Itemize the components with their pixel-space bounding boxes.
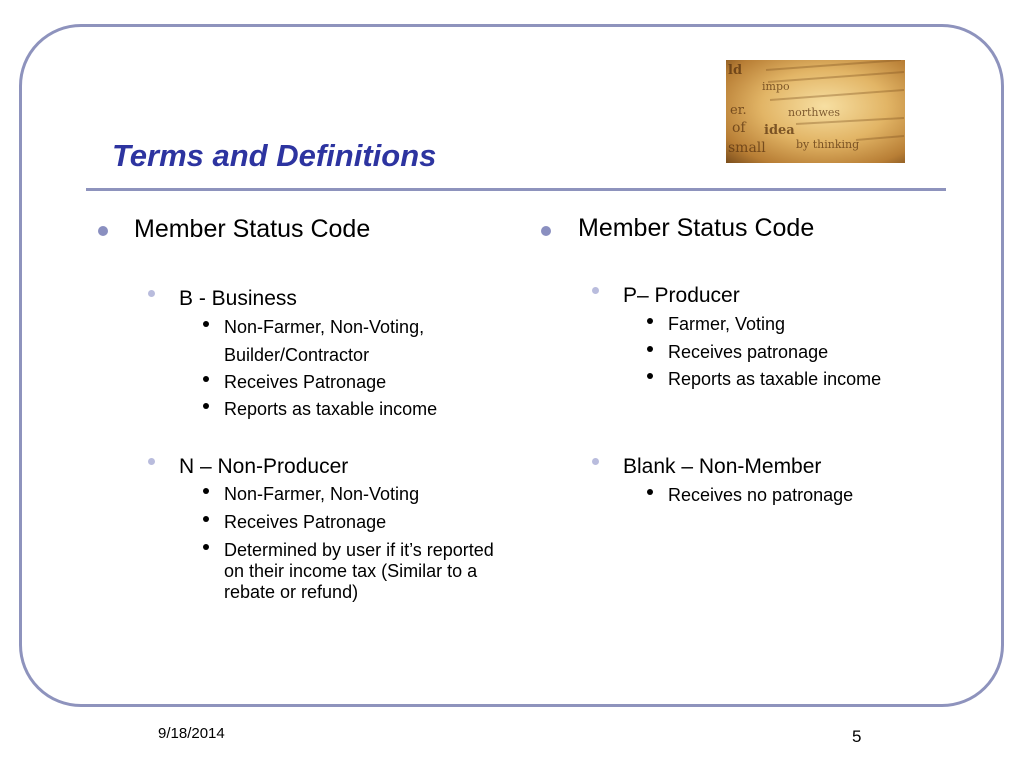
list-item: Reports as taxable income: [224, 399, 438, 419]
list-item: Non-Farmer, Non-Voting,: [224, 317, 425, 337]
dictionary-word: ld: [728, 63, 743, 78]
title-divider: [86, 188, 946, 191]
list-item: Reports as taxable income: [668, 369, 882, 389]
list-bullet-icon: [203, 403, 209, 409]
sub-bullet-icon: [148, 458, 155, 465]
dictionary-word: of: [732, 120, 746, 136]
dictionary-word: idea: [764, 123, 795, 138]
list-bullet-icon: [203, 376, 209, 382]
list-bullet-icon: [647, 318, 653, 324]
slide-title: Terms and Definitions: [112, 138, 437, 173]
list-bullet-icon: [203, 544, 209, 550]
list-bullet-icon: [203, 488, 209, 494]
dictionary-word: small: [728, 140, 766, 156]
slide-number: 5: [852, 727, 862, 746]
list-bullet-icon: [647, 346, 653, 352]
dictionary-page-icon: [726, 60, 905, 163]
list-item: Receives patronage: [668, 342, 829, 362]
list-item: Receives Patronage: [224, 512, 387, 532]
list-item: Builder/Contractor: [224, 345, 370, 365]
list-bullet-icon: [647, 489, 653, 495]
list-item: Receives no patronage: [668, 485, 854, 505]
dictionary-word: northwes: [788, 106, 841, 119]
list-bullet-icon: [203, 321, 209, 327]
list-item: Farmer, Voting: [668, 314, 786, 334]
sub-bullet-icon: [148, 290, 155, 297]
list-item: Determined by user if it’s reported on their income tax (Similar to a rebate or refund): [224, 540, 494, 602]
group-label: N – Non-Producer: [179, 455, 349, 478]
right-heading: Member Status Code: [578, 214, 815, 242]
list-bullet-icon: [203, 516, 209, 522]
sub-bullet-icon: [592, 287, 599, 294]
group-label: P– Producer: [623, 284, 740, 307]
bullet-icon: [98, 226, 108, 236]
sub-bullet-icon: [592, 458, 599, 465]
group-label: Blank – Non-Member: [623, 455, 822, 478]
dictionary-image: [726, 60, 905, 163]
dictionary-word: by thinking: [796, 138, 860, 151]
list-bullet-icon: [647, 373, 653, 379]
group-label: B - Business: [179, 287, 297, 310]
bullet-icon: [541, 226, 551, 236]
list-item: Receives Patronage: [224, 372, 387, 392]
dictionary-word: impo: [762, 80, 790, 93]
dictionary-word: er.: [730, 103, 747, 118]
footer-date: 9/18/2014: [158, 725, 225, 742]
left-heading: Member Status Code: [134, 215, 371, 243]
list-item: Non-Farmer, Non-Voting: [224, 484, 420, 504]
